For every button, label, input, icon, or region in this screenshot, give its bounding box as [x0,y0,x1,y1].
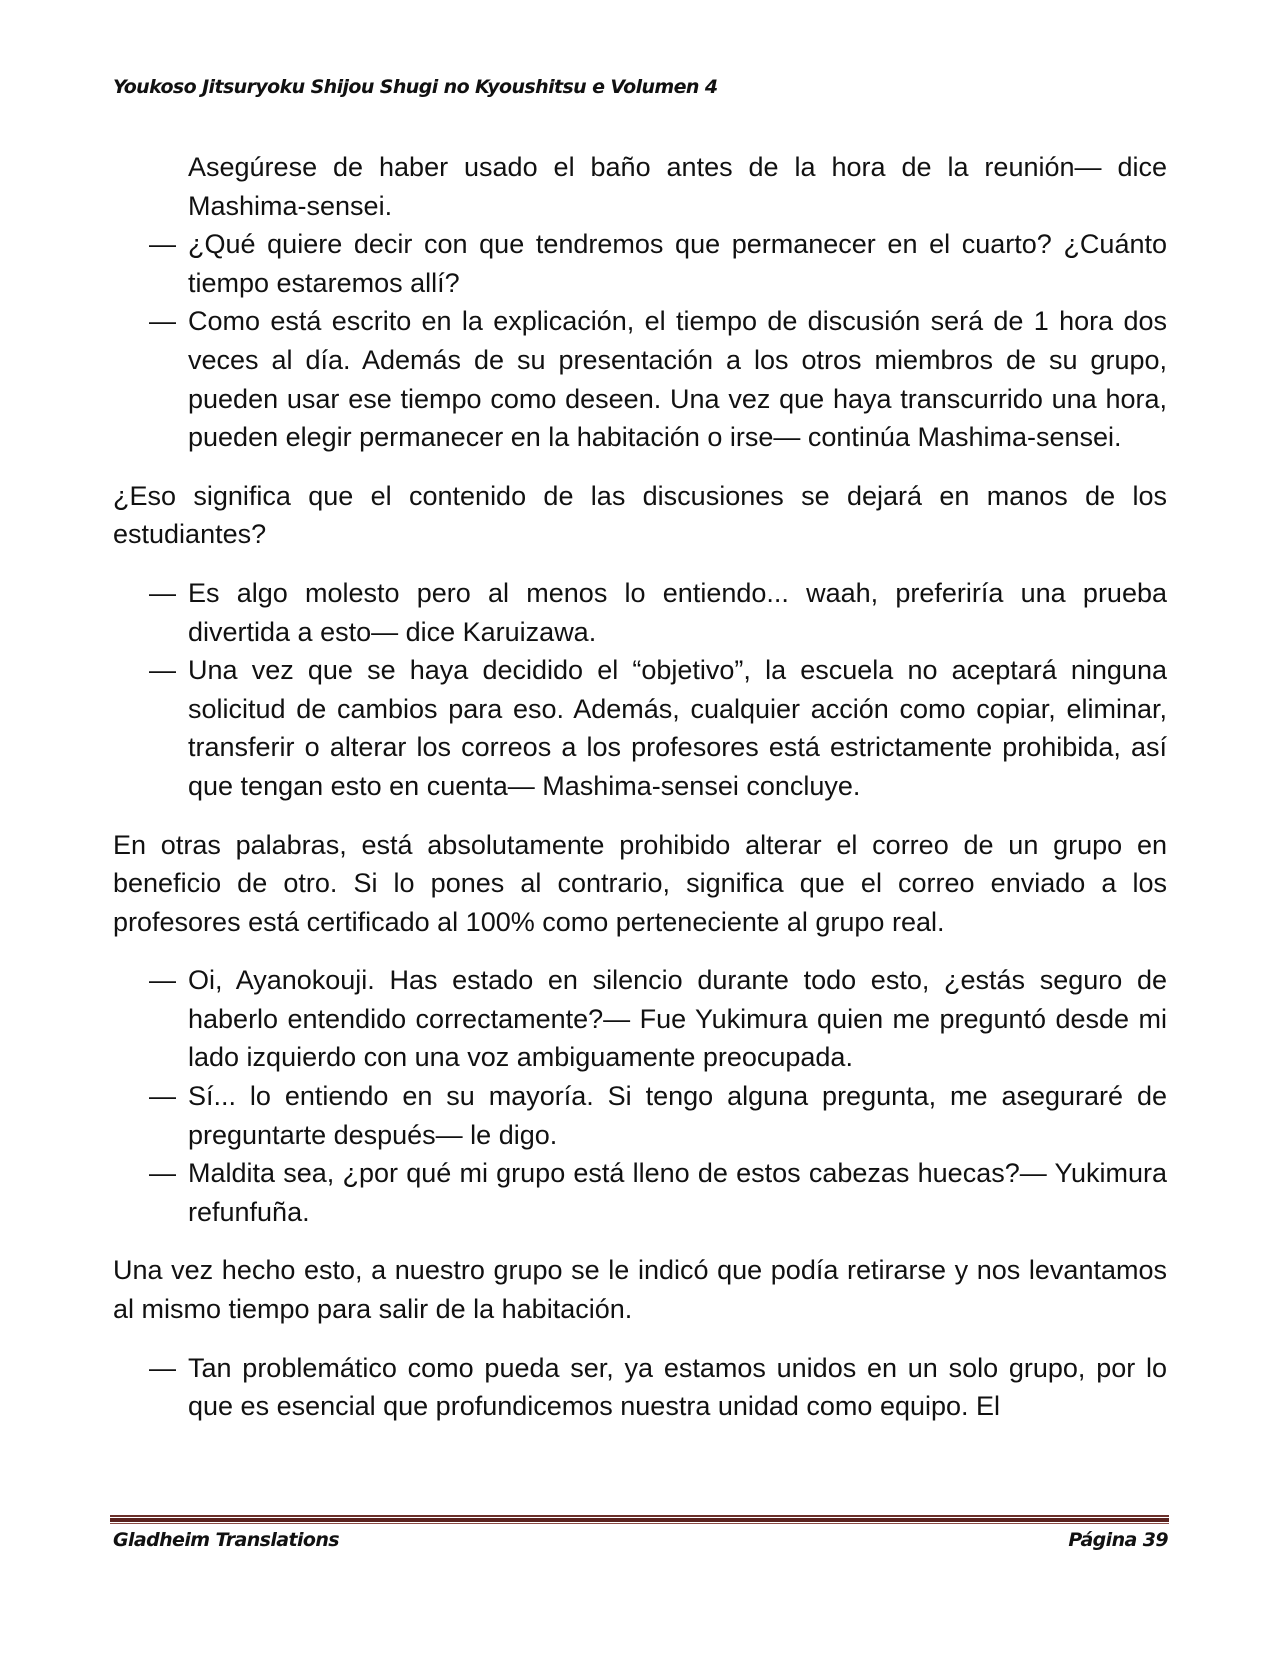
footer-rule [110,1515,1169,1524]
dialogue-text: Asegúrese de haber usado el baño antes de la hora de la reunión— dice Mashima-sensei. [188,152,1167,221]
page-body [113,148,1167,1426]
dash: — [149,229,176,260]
page-number: Página 39 [1068,1529,1168,1551]
dash: — [149,1352,176,1383]
dash: — [149,965,176,996]
dialogue-text: Una vez que se haya decidido el “objetivo”, la escuela no aceptará ninguna solicitud de cambios para eso. Además, cualquier acción como copiar, eliminar, transferir o alterar los correos a los profesores está estrictamente prohibida, así que tengan esto en cuenta— Mashima-sensei concluye. [188,655,1167,801]
dialogue-line [113,302,1167,456]
narration-paragraph: En otras palabras, está absolutamente prohibido alterar el correo de un grupo en beneficio de otro. Si lo pones al contrario, significa que el correo enviado a los profesores está certificado al 100% como perteneciente al grupo real. [113,829,1167,937]
dialogue-line [113,225,1167,302]
dash: — [149,577,176,608]
dialogue-line [113,651,1167,805]
dialogue-text: Como está escrito en la explicación, el tiempo de discusión será de 1 hora dos veces al día. Además de su presentación a los otros miembros de su grupo, pueden usar ese tiempo como deseen. Una vez que haya transcurrido una hora, pueden elegir permanecer en la habitación o irse— continúa Mashima-sensei. [188,306,1167,453]
dialogue-text: ¿Qué quiere decir con que tendremos que permanecer en el cuarto? ¿Cuánto tiempo estaremos allí? [188,229,1167,298]
dialogue-block [113,1349,1167,1426]
dialogue-line [113,574,1167,651]
dialogue-text: Es algo molesto pero al menos lo entiendo... waah, preferiría una prueba divertida a esto— dice Karuizawa. [188,577,1167,647]
narration-paragraph: Una vez hecho esto, a nuestro grupo se le indicó que podía retirarse y nos levantamos al mismo tiempo para salir de la habitación. [113,1255,1167,1325]
dialogue-text: Oi, Ayanokouji. Has estado en silencio durante todo esto, ¿estás seguro de haberlo entendido correctamente?— Fue Yukimura quien me preguntó desde mi lado izquierdo con una voz ambiguamente preocupada. [188,965,1167,1073]
dialogue-line [113,1154,1167,1231]
running-header: Youkoso Jitsuryoku Shijou Shugi no Kyoushitsu e Volumen 4 [113,76,718,98]
narration-paragraph: ¿Eso significa que el contenido de las discusiones se dejará en manos de los estudiantes? [113,480,1167,550]
dialogue-line [113,1349,1167,1426]
dash: — [149,1081,176,1112]
dialogue-block [113,961,1167,1231]
dialogue-text: Sí... lo entiendo en su mayoría. Si tengo alguna pregunta, me aseguraré de preguntarte después— le digo. [188,1081,1167,1150]
dialogue-text: Maldita sea, ¿por qué mi grupo está lleno de estos cabezas huecas?— Yukimura refunfuña. [188,1158,1167,1227]
dialogue-line [113,1077,1167,1154]
dash: — [149,655,176,686]
dialogue-block [113,574,1167,806]
dialogue-text: Tan problemático como pueda ser, ya estamos unidos en un solo grupo, por lo que es esencial que profundicemos nuestra unidad como equipo. El [188,1352,1167,1422]
dialogue-line [113,961,1167,1077]
dash: — [149,1158,176,1189]
dialogue-block [113,148,1167,457]
dialogue-line [113,148,1167,225]
footer-publisher: Gladheim Translations [113,1529,339,1551]
dash: — [149,306,176,337]
